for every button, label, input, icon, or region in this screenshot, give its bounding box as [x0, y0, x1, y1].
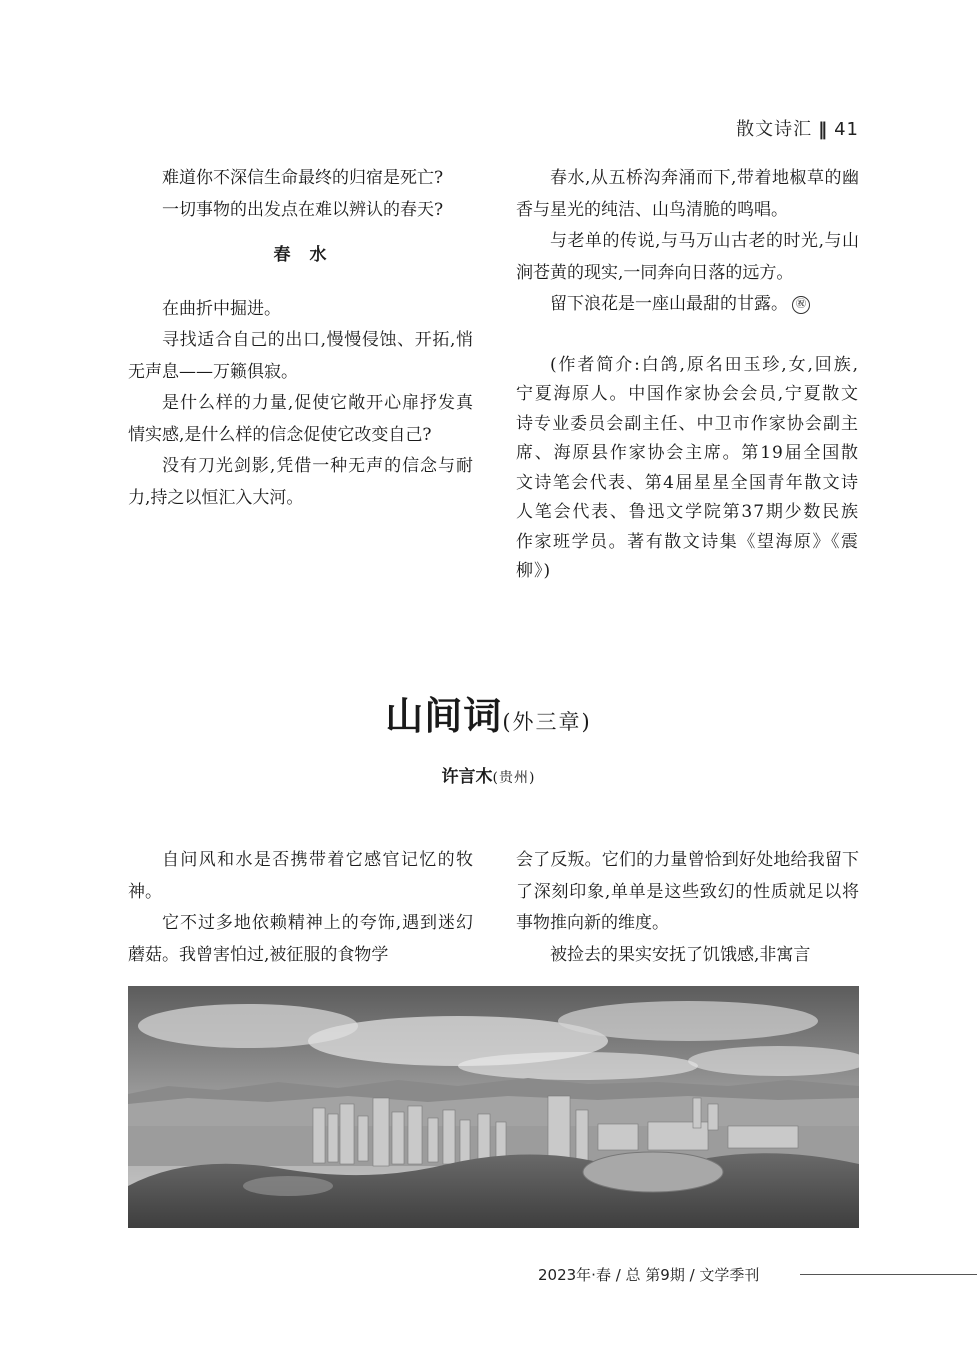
footer-issue: 2023年·春 / 总 第9期 / 文学季刊	[538, 1266, 760, 1284]
article-title	[0, 685, 977, 740]
paragraph: 寻找适合自己的出口,慢慢侵蚀、开拓,悄无声息——万籁俱寂。	[128, 330, 473, 382]
article-main-title: 山间词	[385, 693, 503, 738]
last-line: 留下浪花是一座山最甜的甘露。	[550, 294, 788, 314]
paragraph: 自问风和水是否携带着它感官记忆的牧神。	[128, 850, 473, 902]
right-column-bottom	[516, 845, 859, 971]
paragraph: 它不过多地依赖精神上的夸饰,遇到迷幻蘑菇。我曾害怕过,被征服的食物学	[128, 913, 473, 965]
running-header	[736, 115, 859, 141]
end-mark-icon: ㊗	[792, 296, 810, 314]
left-column-bottom	[128, 845, 473, 971]
page-number: 41	[834, 119, 859, 140]
paragraph: 难道你不深信生命最终的归宿是死亡?	[162, 168, 444, 188]
paragraph: 一切事物的出发点在难以辨认的春天?	[162, 199, 444, 220]
paragraph: 是什么样的力量,促使它敞开心扉抒发真情实感,是什么样的信念促使它改变自己?	[128, 393, 473, 445]
city-panorama-photo	[128, 986, 859, 1228]
author-bio	[516, 351, 859, 587]
section-name: 散文诗汇	[736, 119, 813, 140]
author-bio-text: (作者简介:白鸽,原名田玉珍,女,回族,宁夏海原人。中国作家协会会员,宁夏散文诗专业委员会副主任、中卫市作家协会副主席、海原县作家协会主席。第19届全国散文诗笔会代表、第4届星星全国青年散文诗人笔会代表、鲁迅文学院第37期少数民族作家班学员。著有散文诗集《望海原》《震柳》)	[516, 354, 859, 581]
article-subtitle: (外三章)	[502, 710, 592, 734]
paragraph: 与老单的传说,与马万山古老的时光,与山涧苍黄的现实,一同奔向日落的远方。	[516, 231, 859, 283]
paragraph: 春水,从五桥沟奔涌而下,带着地椒草的幽香与星光的纯洁、山鸟清脆的鸣唱。	[516, 168, 859, 220]
city-panorama-image	[128, 986, 859, 1228]
paragraph-continuation: 会了反叛。它们的力量曾恰到好处地给我留下了深刻印象,单单是这些致幻的性质就足以将事物推向新的维度。	[516, 850, 859, 933]
section-title-spring-water: 春 水	[273, 245, 328, 265]
paragraph: 在曲折中掘进。	[162, 298, 281, 319]
right-column-top	[516, 163, 859, 587]
paragraph: 被捡去的果实安抚了饥饿感,非寓言	[550, 944, 811, 965]
author-place: (贵州)	[492, 770, 536, 786]
header-separator: ‖	[818, 119, 829, 140]
footer-rule	[800, 1274, 977, 1275]
left-column-top	[128, 163, 473, 514]
paragraph-last	[516, 289, 859, 321]
author-line	[0, 762, 977, 787]
paragraph: 没有刀光剑影,凭借一种无声的信念与耐力,持之以恒汇入大河。	[128, 456, 473, 508]
author-name: 许言木	[441, 767, 493, 787]
